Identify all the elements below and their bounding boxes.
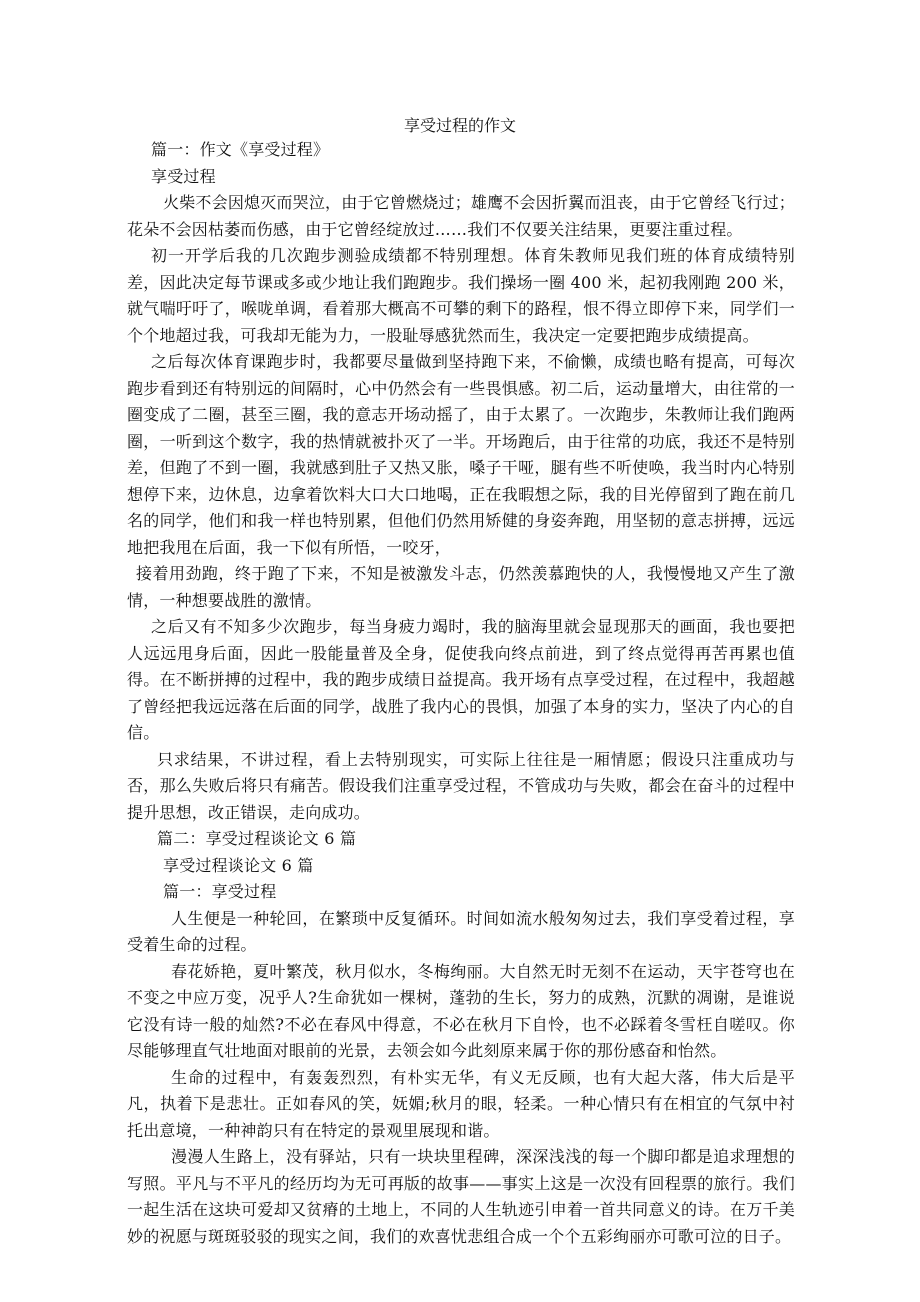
document-title: 享受过程的作文 xyxy=(403,116,516,135)
article-title: 享受过程谈论文 6 篇 xyxy=(163,855,314,875)
article-title: 享受过程 xyxy=(151,166,216,186)
body-paragraph: 之后又有不知多少次跑步，每当身疲力竭时，我的脑海里就会显现那天的画面，我也要把人远远甩身后面，因此一股能量普及全身，促使我向终点前进，到了终点觉得再苦再累也值得。在不断拼搏的过程中，我的跑步成绩日益提高。我开场有点享受过程，在过程中，我超越了曾经把我远远落在后面的同学，战胜了我内心的畏惧，加强了本身的实力，坚决了内心的自信。 xyxy=(127,617,795,742)
body-paragraph: 生命的过程中，有轰轰烈烈，有朴实无华，有义无反顾，也有大起大落，伟大后是平凡，执着下是悲壮。正如春风的笑，妩媚;秋月的眼，轻柔。一种心情只有在相宜的气氛中衬托出意境，一种神韵只有在特定的景观里展现和谐。 xyxy=(127,1067,795,1140)
body-paragraph: 人生便是一种轮回，在繁琐中反复循环。时间如流水般匆匆过去，我们享受着过程，享受着生命的过程。 xyxy=(127,908,795,954)
sub-heading: 篇一：享受过程 xyxy=(163,882,277,901)
body-paragraph: 只求结果，不讲过程，看上去特别现实，可实际上往往是一厢情愿；假设只注重成功与否，那么失败后将只有痛苦。假设我们注重享受过程，不管成功与失败，都会在奋斗的过程中提升思想，改正错误，走向成功。 xyxy=(127,749,795,822)
body-paragraph: 接着用劲跑，终于跑了下来，不知是被激发斗志，仍然羡慕跑快的人，我慢慢地又产生了激情，一种想要战胜的激情。 xyxy=(127,564,795,610)
body-paragraph: 初一开学后我的几次跑步测验成绩都不特别理想。体育朱教师见我们班的体育成绩特别差，因此决定每节课或多或少地让我们跑跑步。我们操场一圈 400 米，起初我刚跑 200 米，就气喘吁吁了，喉咙单调，看着那大概高不可攀的剩下的路程，恨不得立即停下来，同学们一个个地超过我，可我却无能为力，一股耻辱感犹然而生，我决定一定要把跑步成绩提高。 xyxy=(127,246,795,345)
body-paragraph: 火柴不会因熄灭而哭泣，由于它曾燃烧过；雄鹰不会因折翼而沮丧，由于它曾经飞行过；花朵不会因枯萎而伤感，由于它曾经绽放过……我们不仅要关注结果，更要注重过程。 xyxy=(127,193,795,239)
document-body xyxy=(127,137,795,1250)
section-heading: 篇一：作文《享受过程》 xyxy=(151,140,330,159)
body-paragraph: 之后每次体育课跑步时，我都要尽量做到坚持跑下来，不偷懒，成绩也略有提高，可每次跑步看到还有特别远的间隔时，心中仍然会有一些畏惧感。初二后，运动量增大，由往常的一圈变成了二圈，甚至三圈，我的意志开场动摇了，由于太累了。一次跑步，朱教师让我们跑两圈，一听到这个数字，我的热情就被扑灭了一半。开场跑后，由于往常的功底，我还不是特别差，但跑了不到一圈，我就感到肚子又热又胀，嗓子干哑，腿有些不听使唤，我当时内心特别想停下来，边休息，边拿着饮料大口大口地喝，正在我暇想之际，我的目光停留到了跑在前几名的同学，他们和我一样也特别累，但他们仍然用矫健的身姿奔跑，用坚韧的意志拼搏，远远地把我甩在后面，我一下似有所悟，一咬牙， xyxy=(127,352,795,557)
body-paragraph: 春花娇艳，夏叶繁茂，秋月似水，冬梅绚丽。大自然无时无刻不在运动，天宇苍穹也在不变之中应万变，况乎人?生命犹如一棵树，蓬勃的生长，努力的成熟，沉默的凋谢，是谁说它没有诗一般的灿然?不必在春风中得意，不必在秋月下自怜，也不必踩着冬雪枉自嗟叹。你尽能够理直气壮地面对眼前的光景，去领会如今此刻原来属于你的那份感奋和怡然。 xyxy=(127,961,795,1060)
body-paragraph: 漫漫人生路上，没有驿站，只有一块块里程碑，深深浅浅的每一个脚印都是追求理想的写照。平凡与不平凡的经历均为无可再版的故事——事实上这是一次没有回程票的旅行。我们一起生活在这块可爱却又贫瘠的土地上，不同的人生轨迹引申着一首共同意义的诗。在万千美妙的祝愿与斑斑驳驳的现实之间，我们的欢喜忧悲组合成一个个五彩绚丽亦可歌可泣的日子。 xyxy=(127,1147,795,1246)
section-heading: 篇二：享受过程谈论文 6 篇 xyxy=(157,829,357,848)
